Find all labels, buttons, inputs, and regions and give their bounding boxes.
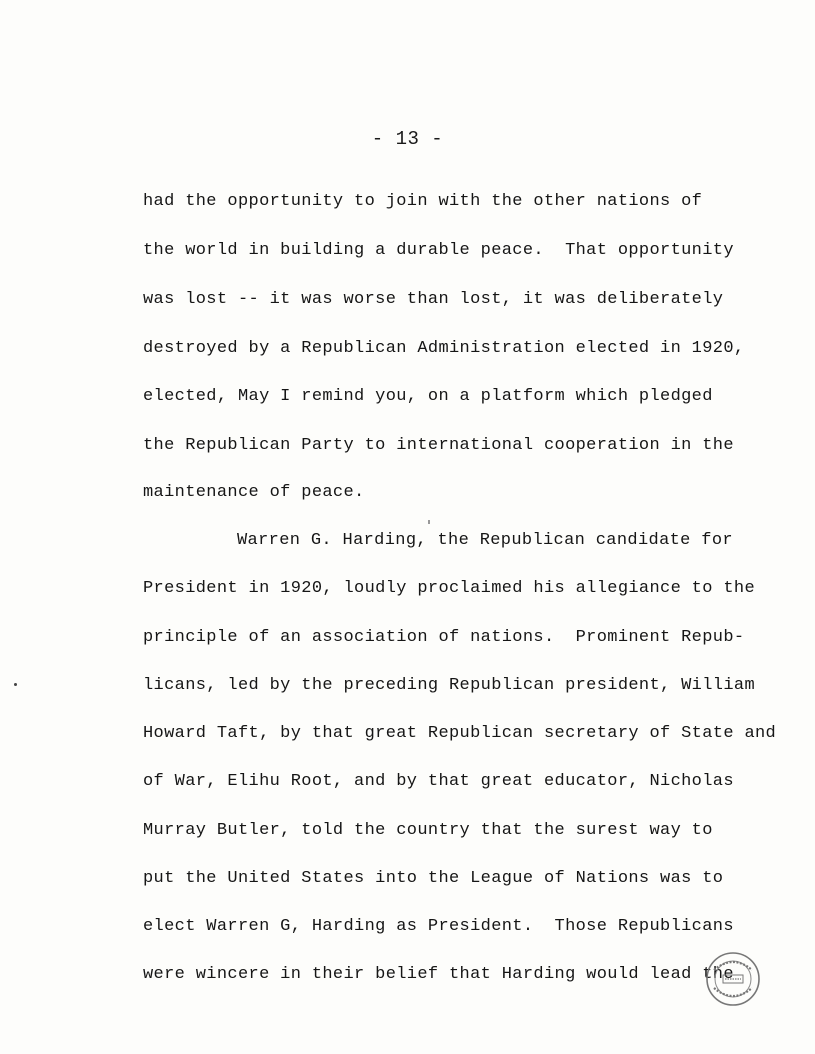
- text-line: elected, May I remind you, on a platform which pledged: [143, 387, 713, 406]
- library-stamp-icon: [704, 950, 762, 1008]
- stray-ink-mark: [14, 683, 17, 686]
- text-line: Howard Taft, by that great Republican secretary of State and: [143, 724, 777, 743]
- text-line: President in 1920, loudly proclaimed his allegiance to the: [143, 579, 755, 598]
- text-line: were wincere in their belief that Harding would lead the: [143, 965, 734, 984]
- text-line: Murray Butler, told the country that the surest way to: [143, 821, 713, 840]
- text-line: maintenance of peace.: [143, 483, 365, 502]
- text-line: of War, Elihu Root, and by that great educator, Nicholas: [143, 772, 734, 791]
- stray-ink-dot: [428, 520, 430, 524]
- text-line: the Republican Party to international cooperation in the: [143, 436, 734, 455]
- text-line: the world in building a durable peace. That opportunity: [143, 241, 734, 260]
- text-line: was lost -- it was worse than lost, it was deliberately: [143, 290, 724, 309]
- text-line: elect Warren G, Harding as President. Those Republicans: [143, 917, 734, 936]
- text-line: destroyed by a Republican Administration elected in 1920,: [143, 339, 745, 358]
- text-line: licans, led by the preceding Republican president, William: [143, 676, 755, 695]
- text-line: put the United States into the League of Nations was to: [143, 869, 724, 888]
- text-line: principle of an association of nations. Prominent Repub-: [143, 628, 745, 647]
- text-line: had the opportunity to join with the other nations of: [143, 192, 703, 211]
- page-number: - 13 -: [371, 128, 444, 150]
- paragraph-start-line: Warren G. Harding, the Republican candidate for: [237, 531, 733, 550]
